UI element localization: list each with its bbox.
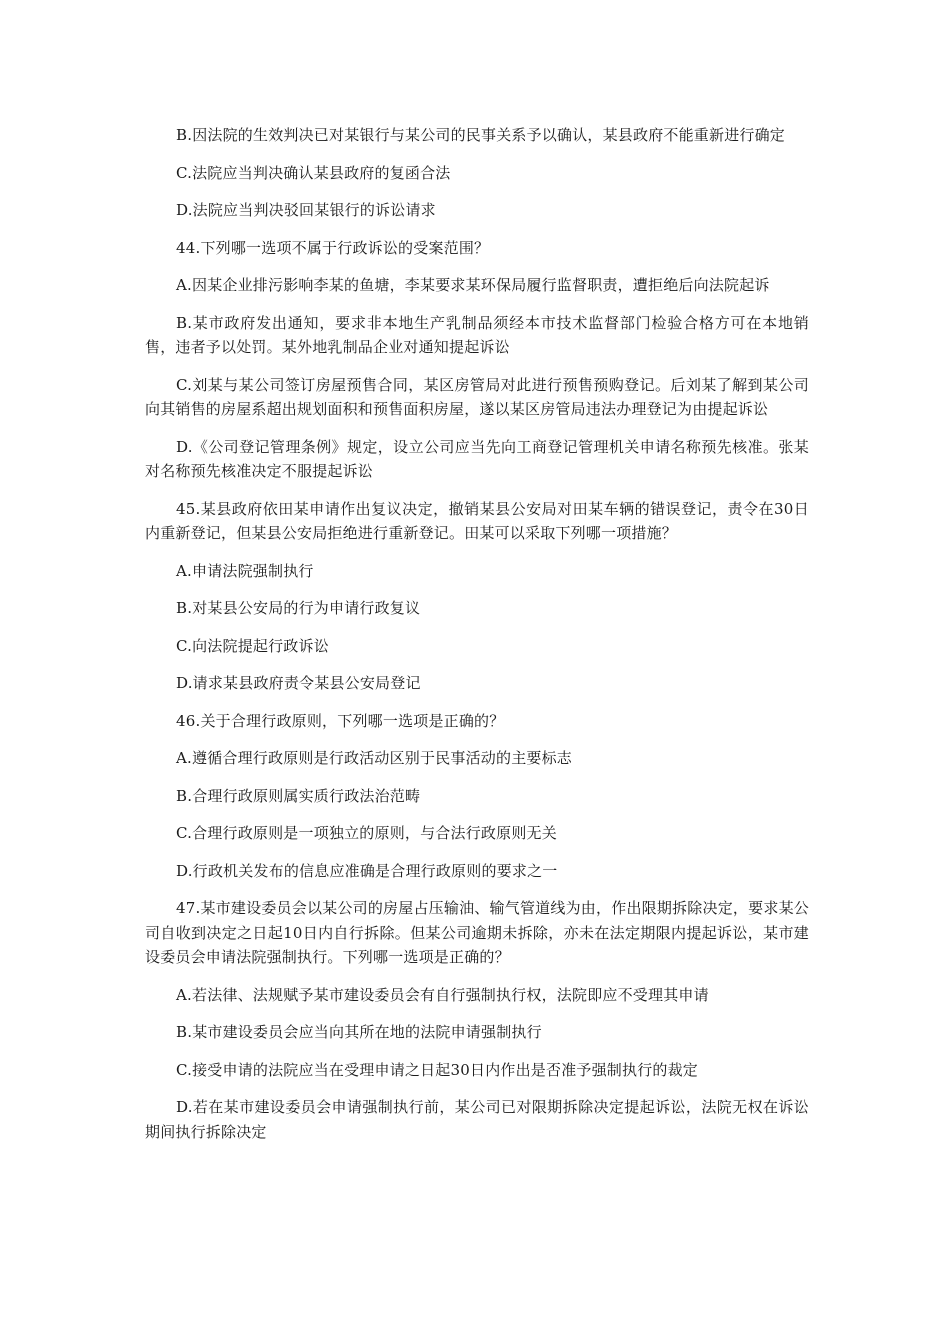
- option-b-q46: B.合理行政原则属实质行政法治范畴: [176, 786, 421, 805]
- option-a-q47: A.若法律、法规赋予某市建设委员会有自行强制执行权，法院即应不受理其申请: [176, 985, 709, 1004]
- option-b-q44: B.某市政府发出通知，要求非本地生产乳制品须经本市技术监督部门检验合格方可在本地销售，违者予以处罚。某外地乳制品企业对通知提起诉讼: [145, 313, 809, 356]
- document-page: [145, 123, 809, 1157]
- option-a-q45: A.申请法院强制执行: [176, 561, 314, 580]
- option-a-q46: A.遵循合理行政原则是行政活动区别于民事活动的主要标志: [176, 749, 573, 767]
- question-45: 45.某县政府依田某申请作出复议决定，撤销某县公安局对田某车辆的错误登记，责令在30日内重新登记，但某县公安局拒绝进行重新登记。田某可以采取下列哪一项措施？: [145, 499, 809, 542]
- option-c-q45: C.向法院提起行政诉讼: [176, 636, 329, 655]
- option-b-q45: B.对某县公安局的行为申请行政复议: [176, 599, 421, 617]
- question-44: 44.下列哪一选项不属于行政诉讼的受案范围？: [176, 238, 490, 257]
- option-c-q44: C.刘某与某公司签订房屋预售合同，某区房管局对此进行预售预购登记。后刘某了解到某公司向其销售的房屋系超出规划面积和预售面积房屋，遂以某区房管局违法办理登记为由提起诉讼: [145, 375, 809, 418]
- option-c-q43: C.法院应当判决确认某县政府的复函合法: [176, 163, 451, 182]
- question-46: 46.关于合理行政原则，下列哪一选项是正确的？: [176, 711, 505, 730]
- question-47: 47.某市建设委员会以某公司的房屋占压输油、输气管道线为由，作出限期拆除决定，要求某公司自收到决定之日起10日内自行拆除。但某公司逾期未拆除，亦未在法定期限内提起诉讼，某市建设委员会申请法院强制执行。下列哪一选项是正确的？: [145, 899, 809, 966]
- option-d-q47: D.若在某市建设委员会申请强制执行前，某公司已对限期拆除决定提起诉讼，法院无权在诉讼期间执行拆除决定: [145, 1098, 809, 1141]
- option-d-q45: D.请求某县政府责令某县公安局登记: [176, 674, 421, 692]
- option-c-q46: C.合理行政原则是一项独立的原则，与合法行政原则无关: [176, 824, 557, 842]
- option-d-q43: D.法院应当判决驳回某银行的诉讼请求: [176, 201, 436, 219]
- option-b-q43: B.因法院的生效判决已对某银行与某公司的民事关系予以确认，某县政府不能重新进行确定: [176, 126, 785, 144]
- option-d-q46: D.行政机关发布的信息应准确是合理行政原则的要求之一: [176, 861, 558, 880]
- option-a-q44: A.因某企业排污影响李某的鱼塘，李某要求某环保局履行监督职责，遭拒绝后向法院起诉: [176, 276, 770, 294]
- option-b-q47: B.某市建设委员会应当向其所在地的法院申请强制执行: [176, 1023, 542, 1041]
- option-c-q47: C.接受申请的法院应当在受理申请之日起30日内作出是否准予强制执行的裁定: [176, 1060, 699, 1079]
- option-d-q44: D.《公司登记管理条例》规定，设立公司应当先向工商登记管理机关申请名称预先核准。张某对名称预先核准决定不服提起诉讼: [145, 437, 809, 480]
